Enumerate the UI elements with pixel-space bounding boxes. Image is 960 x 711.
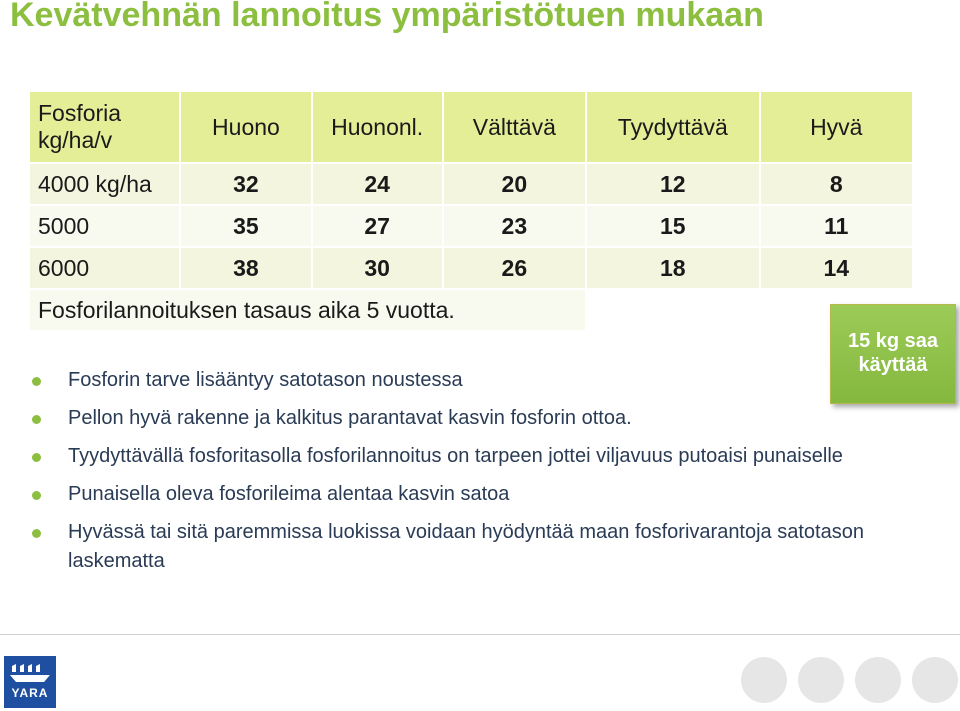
table-cell: 6000	[30, 248, 179, 288]
table-cell: 8	[761, 164, 912, 204]
table-note-row	[30, 290, 912, 330]
bullet-text: Hyvässä tai sitä paremmissa luokissa voidaan hyödyntää maan fosforivarantoja satotason laskematta	[68, 521, 864, 572]
bullet-dot-icon	[32, 491, 41, 500]
table-row	[30, 206, 912, 246]
table-row	[30, 164, 912, 204]
table-cell: 5000	[30, 206, 179, 246]
table-cell: 26	[444, 248, 585, 288]
table-cell: 12	[587, 164, 759, 204]
table-cell: 23	[444, 206, 585, 246]
decorative-circle	[912, 657, 958, 703]
bullet-item	[30, 518, 930, 576]
fertilization-table	[28, 90, 914, 332]
table-header-row	[30, 92, 912, 162]
viking-ship-icon	[8, 662, 52, 684]
bullet-text: Pellon hyvä rakenne ja kalkitus parantavat kasvin fosforin ottoa.	[68, 407, 632, 429]
table-cell: 4000 kg/ha	[30, 164, 179, 204]
bullet-dot-icon	[32, 415, 41, 424]
bullet-text: Punaisella oleva fosforileima alentaa kasvin satoa	[68, 483, 510, 505]
bullet-item	[30, 404, 930, 433]
table-row	[30, 248, 912, 288]
header-cell: Välttävä	[444, 92, 585, 162]
yara-logo	[4, 656, 56, 708]
decorative-circle	[741, 657, 787, 703]
bullet-item	[30, 366, 930, 395]
callout-box: 15 kg saa käyttää	[830, 304, 956, 404]
decorative-circle	[798, 657, 844, 703]
bullet-list	[30, 366, 930, 585]
table-cell: 35	[181, 206, 310, 246]
bullet-text: Tyydyttävällä fosforitasolla fosforilannoitus on tarpeen jottei viljavuus putoaisi punaiselle	[68, 445, 843, 467]
bullet-dot-icon	[32, 453, 41, 462]
table-cell: 27	[313, 206, 442, 246]
decorative-circle	[855, 657, 901, 703]
logo-text: YARA	[11, 686, 49, 700]
bullet-dot-icon	[32, 377, 41, 386]
table-cell: 30	[313, 248, 442, 288]
bullet-item	[30, 480, 930, 509]
header-cell: Huononl.	[313, 92, 442, 162]
table-cell: 20	[444, 164, 585, 204]
table-cell: 24	[313, 164, 442, 204]
table-note: Fosforilannoituksen tasaus aika 5 vuotta.	[30, 290, 585, 330]
bullet-item	[30, 442, 930, 471]
table-cell: 18	[587, 248, 759, 288]
bullet-dot-icon	[32, 529, 41, 538]
table-cell: 11	[761, 206, 912, 246]
header-cell: Hyvä	[761, 92, 912, 162]
header-cell: Fosforia kg/ha/v	[30, 92, 179, 162]
header-cell: Tyydyttävä	[587, 92, 759, 162]
table-cell: 38	[181, 248, 310, 288]
footer-divider	[0, 634, 960, 635]
bullet-text: Fosforin tarve lisääntyy satotason noustessa	[68, 369, 463, 391]
table-cell: 15	[587, 206, 759, 246]
slide-title: Kevätvehnän lannoitus ympäristötuen mukaan	[10, 0, 764, 34]
table-cell: 32	[181, 164, 310, 204]
header-cell: Huono	[181, 92, 310, 162]
table-cell: 14	[761, 248, 912, 288]
